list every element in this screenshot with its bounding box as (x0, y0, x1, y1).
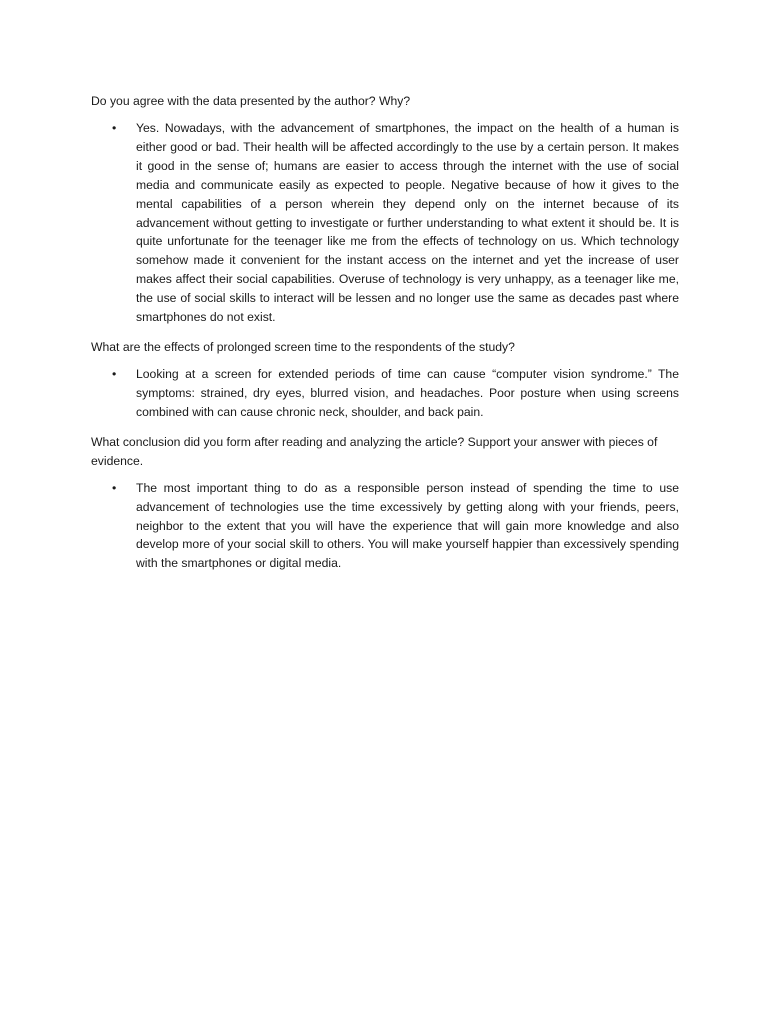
answer-1 (91, 119, 679, 327)
document-body (91, 92, 679, 584)
question-2: What are the effects of prolonged screen time to the respondents of the study? (91, 339, 515, 354)
answer-2-text: Looking at a screen for extended periods of time can cause “computer vision syndrome.” The symptoms: strained, dry eyes, blurred vision, and headaches. Poor posture when using screens combined with can cause chronic neck, shoulder, and back pain. (136, 366, 679, 419)
bullet-icon: • (112, 121, 117, 135)
answer-3 (91, 479, 679, 574)
question-3: What conclusion did you form after reading and analyzing the article? Support your answer with pieces of evidence. (91, 434, 658, 468)
answer-1-text: Yes. Nowadays, with the advancement of smartphones, the impact on the health of a human is either good or bad. Their health will be affected accordingly to the use by a certain person. It makes it good in the sense of; humans are easier to access through the internet with the use of social media and communicate easily as expected to people. Negative because of how it gives to the mental capabilities of a person wherein they depend only on the internet because of its advancement without getting to investigate or further understanding to what extent it should be. It is quite unfortunate for the teenager like me from the effects of technology on us. Which technology somehow made it convenient for the instant access on the internet and yet the increase of user makes affect their social capabilities. Overuse of technology is very unhappy, as a teenager like me, the use of social skills to interact will be lessen and no longer use the same as decades past where smartphones do not exist. (136, 121, 679, 325)
question-1: Do you agree with the data presented by the author? Why? (91, 94, 411, 108)
bullet-icon: • (112, 480, 117, 495)
answer-list-2 (91, 365, 679, 422)
answer-list-3 (91, 479, 679, 574)
answer-3-text: The most important thing to do as a responsible person instead of spending the time to use advancement of technologies use the time excessively by getting along with your friends, peers, neighbor to the extent that you will have the experience that will gain more knowledge and also develop more of your social skill to others. You will make yourself happier than excessively spending with the smartphones or digital media. (136, 480, 679, 571)
bullet-icon: • (112, 366, 117, 381)
answer-list-1 (91, 119, 679, 327)
answer-2 (91, 365, 679, 422)
